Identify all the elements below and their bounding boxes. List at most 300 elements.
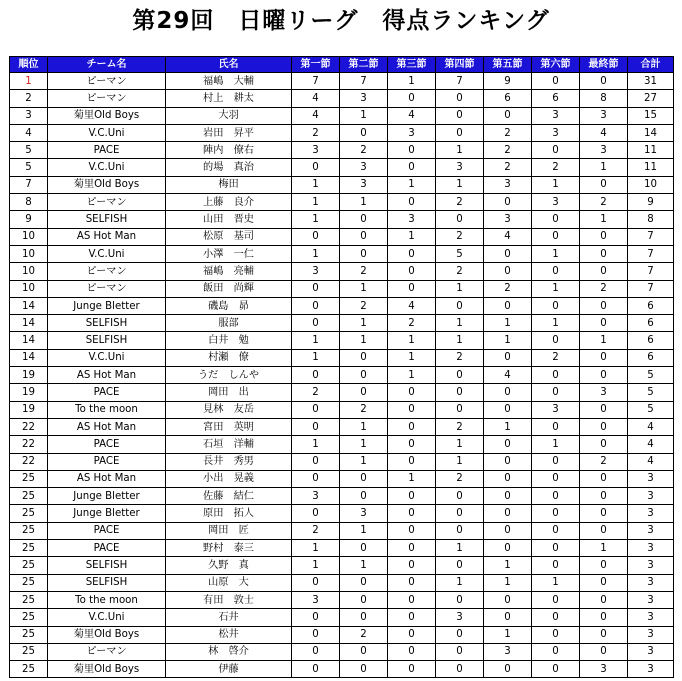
round-6-cell: 3 (532, 194, 580, 211)
round-1-cell: 0 (292, 574, 340, 591)
player-cell: 小澤 一仁 (166, 245, 292, 262)
round-5-cell: 3 (484, 176, 532, 193)
round-5-cell: 0 (484, 384, 532, 401)
table-row (10, 315, 674, 332)
round-2-cell: 3 (340, 159, 388, 176)
round-6-cell: 0 (532, 263, 580, 280)
round-6-cell: 1 (532, 315, 580, 332)
round-2-cell: 0 (340, 591, 388, 608)
final-round-cell: 4 (580, 124, 628, 141)
final-round-cell: 0 (580, 643, 628, 660)
round-3-cell: 2 (388, 315, 436, 332)
round-1-cell: 0 (292, 159, 340, 176)
round-5-cell: 0 (484, 591, 532, 608)
team-cell: ピーマン (48, 280, 166, 297)
player-cell: 岩田 昇平 (166, 124, 292, 141)
round-5-cell: 4 (484, 228, 532, 245)
team-cell: Junge Bletter (48, 297, 166, 314)
rank-cell: 22 (10, 436, 48, 453)
final-round-cell: 0 (580, 176, 628, 193)
round-2-cell: 0 (340, 470, 388, 487)
round-5-cell: 1 (484, 626, 532, 643)
table-row (10, 142, 674, 159)
header-round-4: 第四節 (436, 57, 484, 73)
player-cell: 野村 泰三 (166, 540, 292, 557)
round-4-cell: 0 (436, 401, 484, 418)
team-cell: PACE (48, 540, 166, 557)
round-6-cell: 0 (532, 228, 580, 245)
player-cell: 岡田 匠 (166, 522, 292, 539)
team-cell: AS Hot Man (48, 228, 166, 245)
final-round-cell: 1 (580, 540, 628, 557)
rank-cell: 5 (10, 159, 48, 176)
round-1-cell: 4 (292, 107, 340, 124)
rank-cell: 22 (10, 418, 48, 435)
rank-cell: 5 (10, 142, 48, 159)
final-round-cell: 0 (580, 470, 628, 487)
round-4-cell: 0 (436, 661, 484, 678)
round-4-cell: 2 (436, 418, 484, 435)
ranking-rows (10, 73, 674, 678)
round-1-cell: 0 (292, 401, 340, 418)
rank-cell: 19 (10, 384, 48, 401)
table-row (10, 609, 674, 626)
round-4-cell: 0 (436, 643, 484, 660)
round-6-cell: 2 (532, 349, 580, 366)
total-cell: 7 (628, 245, 674, 262)
round-2-cell: 0 (340, 349, 388, 366)
round-1-cell: 1 (292, 332, 340, 349)
scoring-ranking-table (9, 56, 674, 678)
final-round-cell: 3 (580, 107, 628, 124)
round-3-cell: 0 (388, 245, 436, 262)
rank-cell: 4 (10, 124, 48, 141)
team-cell: V.C.Uni (48, 245, 166, 262)
final-round-cell: 0 (580, 228, 628, 245)
round-4-cell: 2 (436, 228, 484, 245)
round-4-cell: 0 (436, 591, 484, 608)
team-cell: ピーマン (48, 263, 166, 280)
round-6-cell: 0 (532, 557, 580, 574)
round-5-cell: 4 (484, 367, 532, 384)
player-cell: 久野 真 (166, 557, 292, 574)
team-cell: V.C.Uni (48, 124, 166, 141)
round-4-cell: 2 (436, 194, 484, 211)
player-cell: 上藤 良介 (166, 194, 292, 211)
round-5-cell: 2 (484, 142, 532, 159)
team-cell: PACE (48, 384, 166, 401)
rank-cell: 25 (10, 540, 48, 557)
team-cell: 菊里Old Boys (48, 176, 166, 193)
round-2-cell: 1 (340, 436, 388, 453)
final-round-cell: 2 (580, 194, 628, 211)
table-row (10, 453, 674, 470)
round-6-cell: 0 (532, 470, 580, 487)
total-cell: 31 (628, 73, 674, 90)
player-cell: 有田 敦士 (166, 591, 292, 608)
round-1-cell: 7 (292, 73, 340, 90)
table-row (10, 643, 674, 660)
round-5-cell: 0 (484, 107, 532, 124)
header-round-5: 第五節 (484, 57, 532, 73)
final-round-cell: 0 (580, 626, 628, 643)
round-5-cell: 9 (484, 73, 532, 90)
team-cell: ピーマン (48, 194, 166, 211)
team-cell: PACE (48, 142, 166, 159)
round-1-cell: 1 (292, 349, 340, 366)
round-6-cell: 1 (532, 280, 580, 297)
total-cell: 8 (628, 211, 674, 228)
round-4-cell: 0 (436, 107, 484, 124)
round-2-cell: 1 (340, 557, 388, 574)
round-4-cell: 0 (436, 367, 484, 384)
round-2-cell: 0 (340, 124, 388, 141)
round-6-cell: 1 (532, 436, 580, 453)
round-1-cell: 3 (292, 591, 340, 608)
table-row (10, 574, 674, 591)
team-cell: V.C.Uni (48, 349, 166, 366)
round-2-cell: 0 (340, 488, 388, 505)
player-cell: 松井 (166, 626, 292, 643)
final-round-cell: 1 (580, 211, 628, 228)
round-1-cell: 0 (292, 367, 340, 384)
table-row (10, 349, 674, 366)
rank-cell: 1 (10, 73, 48, 90)
total-cell: 9 (628, 194, 674, 211)
round-4-cell: 1 (436, 280, 484, 297)
total-cell: 6 (628, 315, 674, 332)
round-4-cell: 0 (436, 297, 484, 314)
round-6-cell: 0 (532, 505, 580, 522)
round-6-cell: 0 (532, 591, 580, 608)
round-6-cell: 1 (532, 574, 580, 591)
round-3-cell: 0 (388, 90, 436, 107)
player-cell: 岡田 出 (166, 384, 292, 401)
player-cell: 飯田 尚輝 (166, 280, 292, 297)
rank-cell: 19 (10, 401, 48, 418)
round-6-cell: 6 (532, 90, 580, 107)
round-1-cell: 0 (292, 505, 340, 522)
round-3-cell: 3 (388, 211, 436, 228)
round-2-cell: 0 (340, 540, 388, 557)
round-3-cell: 1 (388, 228, 436, 245)
player-cell: 松原 基司 (166, 228, 292, 245)
total-cell: 3 (628, 522, 674, 539)
round-2-cell: 0 (340, 661, 388, 678)
round-4-cell: 0 (436, 211, 484, 228)
round-1-cell: 0 (292, 453, 340, 470)
table-row (10, 107, 674, 124)
round-1-cell: 3 (292, 142, 340, 159)
round-2-cell: 1 (340, 453, 388, 470)
round-3-cell: 0 (388, 453, 436, 470)
round-6-cell: 0 (532, 418, 580, 435)
table-row (10, 280, 674, 297)
player-cell: うだ しんや (166, 367, 292, 384)
round-4-cell: 0 (436, 124, 484, 141)
table-row (10, 245, 674, 262)
round-5-cell: 2 (484, 280, 532, 297)
final-round-cell: 0 (580, 557, 628, 574)
round-4-cell: 5 (436, 245, 484, 262)
team-cell: SELFISH (48, 315, 166, 332)
round-3-cell: 0 (388, 574, 436, 591)
round-3-cell: 1 (388, 470, 436, 487)
rank-cell: 25 (10, 505, 48, 522)
round-6-cell: 0 (532, 626, 580, 643)
round-2-cell: 2 (340, 263, 388, 280)
round-4-cell: 2 (436, 470, 484, 487)
round-2-cell: 1 (340, 315, 388, 332)
round-4-cell: 1 (436, 436, 484, 453)
round-6-cell: 0 (532, 384, 580, 401)
final-round-cell: 0 (580, 263, 628, 280)
round-5-cell: 0 (484, 245, 532, 262)
round-6-cell: 0 (532, 609, 580, 626)
final-round-cell: 1 (580, 159, 628, 176)
round-1-cell: 0 (292, 315, 340, 332)
final-round-cell: 0 (580, 401, 628, 418)
round-4-cell: 1 (436, 574, 484, 591)
round-3-cell: 0 (388, 591, 436, 608)
round-5-cell: 1 (484, 332, 532, 349)
total-cell: 3 (628, 488, 674, 505)
team-cell: ピーマン (48, 90, 166, 107)
header-round-2: 第二節 (340, 57, 388, 73)
player-cell: 的場 真治 (166, 159, 292, 176)
team-cell: To the moon (48, 591, 166, 608)
round-4-cell: 1 (436, 332, 484, 349)
round-1-cell: 1 (292, 245, 340, 262)
team-cell: V.C.Uni (48, 609, 166, 626)
table-row (10, 159, 674, 176)
round-2-cell: 1 (340, 418, 388, 435)
round-2-cell: 1 (340, 107, 388, 124)
rank-cell: 25 (10, 522, 48, 539)
rank-cell: 2 (10, 90, 48, 107)
final-round-cell: 0 (580, 315, 628, 332)
final-round-cell: 0 (580, 245, 628, 262)
round-2-cell: 7 (340, 73, 388, 90)
player-cell: 長井 秀男 (166, 453, 292, 470)
player-cell: 村瀬 僚 (166, 349, 292, 366)
round-4-cell: 0 (436, 384, 484, 401)
rank-cell: 19 (10, 367, 48, 384)
total-cell: 4 (628, 418, 674, 435)
rank-cell: 7 (10, 176, 48, 193)
round-4-cell: 2 (436, 263, 484, 280)
round-5-cell: 0 (484, 401, 532, 418)
round-3-cell: 4 (388, 297, 436, 314)
round-3-cell: 0 (388, 609, 436, 626)
round-3-cell: 0 (388, 557, 436, 574)
player-cell: 梅田 (166, 176, 292, 193)
round-2-cell: 0 (340, 574, 388, 591)
team-cell: ピーマン (48, 73, 166, 90)
rank-cell: 25 (10, 557, 48, 574)
round-6-cell: 0 (532, 661, 580, 678)
round-3-cell: 0 (388, 194, 436, 211)
table-row (10, 505, 674, 522)
player-cell: 磯島 昴 (166, 297, 292, 314)
final-round-cell: 3 (580, 384, 628, 401)
round-5-cell: 0 (484, 609, 532, 626)
final-round-cell: 0 (580, 609, 628, 626)
final-round-cell: 2 (580, 280, 628, 297)
rank-cell: 10 (10, 280, 48, 297)
round-2-cell: 3 (340, 176, 388, 193)
final-round-cell: 0 (580, 349, 628, 366)
team-cell: SELFISH (48, 332, 166, 349)
rank-cell: 25 (10, 609, 48, 626)
round-2-cell: 0 (340, 384, 388, 401)
team-cell: To the moon (48, 401, 166, 418)
round-1-cell: 1 (292, 557, 340, 574)
round-3-cell: 0 (388, 488, 436, 505)
rank-cell: 25 (10, 626, 48, 643)
round-6-cell: 0 (532, 540, 580, 557)
round-1-cell: 0 (292, 297, 340, 314)
team-cell: Junge Bletter (48, 505, 166, 522)
round-1-cell: 2 (292, 124, 340, 141)
header-team: チーム名 (48, 57, 166, 73)
player-cell: 石井 (166, 609, 292, 626)
round-1-cell: 0 (292, 280, 340, 297)
round-5-cell: 0 (484, 349, 532, 366)
round-4-cell: 7 (436, 73, 484, 90)
round-2-cell: 0 (340, 367, 388, 384)
rank-cell: 25 (10, 488, 48, 505)
rank-cell: 25 (10, 574, 48, 591)
round-6-cell: 3 (532, 107, 580, 124)
total-cell: 3 (628, 591, 674, 608)
player-cell: 伊藤 (166, 661, 292, 678)
round-5-cell: 0 (484, 436, 532, 453)
page-title: 第29回 日曜リーグ 得点ランキング (132, 8, 550, 34)
round-3-cell: 4 (388, 107, 436, 124)
team-cell: 菊里Old Boys (48, 107, 166, 124)
round-1-cell: 1 (292, 540, 340, 557)
round-1-cell: 3 (292, 263, 340, 280)
round-2-cell: 2 (340, 626, 388, 643)
player-cell: 山原 大 (166, 574, 292, 591)
round-1-cell: 1 (292, 436, 340, 453)
final-round-cell: 0 (580, 591, 628, 608)
round-3-cell: 0 (388, 401, 436, 418)
header-row (10, 57, 674, 73)
team-cell: AS Hot Man (48, 418, 166, 435)
rank-cell: 14 (10, 349, 48, 366)
round-2-cell: 2 (340, 297, 388, 314)
round-4-cell: 1 (436, 315, 484, 332)
round-5-cell: 0 (484, 505, 532, 522)
final-round-cell: 1 (580, 332, 628, 349)
rank-cell: 10 (10, 263, 48, 280)
round-2-cell: 0 (340, 228, 388, 245)
round-3-cell: 0 (388, 626, 436, 643)
round-4-cell: 0 (436, 557, 484, 574)
round-2-cell: 1 (340, 332, 388, 349)
round-3-cell: 0 (388, 418, 436, 435)
final-round-cell: 3 (580, 661, 628, 678)
team-cell: ピーマン (48, 643, 166, 660)
table-row (10, 470, 674, 487)
round-6-cell: 3 (532, 401, 580, 418)
round-3-cell: 0 (388, 522, 436, 539)
player-cell: 村上 耕太 (166, 90, 292, 107)
team-cell: SELFISH (48, 211, 166, 228)
rank-cell: 25 (10, 661, 48, 678)
round-3-cell: 0 (388, 142, 436, 159)
final-round-cell: 2 (580, 453, 628, 470)
total-cell: 4 (628, 436, 674, 453)
round-1-cell: 1 (292, 176, 340, 193)
table-row (10, 124, 674, 141)
total-cell: 15 (628, 107, 674, 124)
total-cell: 3 (628, 574, 674, 591)
total-cell: 11 (628, 159, 674, 176)
player-cell: 山田 晋史 (166, 211, 292, 228)
round-4-cell: 0 (436, 505, 484, 522)
round-4-cell: 1 (436, 540, 484, 557)
round-3-cell: 0 (388, 436, 436, 453)
table-row (10, 90, 674, 107)
round-6-cell: 0 (532, 367, 580, 384)
round-2-cell: 0 (340, 211, 388, 228)
round-2-cell: 0 (340, 643, 388, 660)
round-2-cell: 2 (340, 142, 388, 159)
round-6-cell: 0 (532, 142, 580, 159)
final-round-cell: 0 (580, 488, 628, 505)
round-3-cell: 0 (388, 661, 436, 678)
total-cell: 3 (628, 505, 674, 522)
table-row (10, 522, 674, 539)
round-6-cell: 1 (532, 245, 580, 262)
total-cell: 6 (628, 332, 674, 349)
rank-cell: 25 (10, 591, 48, 608)
final-round-cell: 0 (580, 522, 628, 539)
round-4-cell: 0 (436, 488, 484, 505)
total-cell: 7 (628, 263, 674, 280)
table-row (10, 176, 674, 193)
table-row (10, 211, 674, 228)
round-5-cell: 0 (484, 488, 532, 505)
total-cell: 5 (628, 384, 674, 401)
total-cell: 7 (628, 280, 674, 297)
final-round-cell: 0 (580, 418, 628, 435)
table-row (10, 418, 674, 435)
round-1-cell: 0 (292, 643, 340, 660)
round-3-cell: 3 (388, 124, 436, 141)
rank-cell: 14 (10, 297, 48, 314)
round-1-cell: 0 (292, 418, 340, 435)
player-cell: 林 啓介 (166, 643, 292, 660)
final-round-cell: 0 (580, 505, 628, 522)
table-row (10, 297, 674, 314)
team-cell: AS Hot Man (48, 367, 166, 384)
round-3-cell: 1 (388, 349, 436, 366)
round-5-cell: 0 (484, 661, 532, 678)
round-1-cell: 0 (292, 470, 340, 487)
total-cell: 7 (628, 228, 674, 245)
final-round-cell: 0 (580, 574, 628, 591)
round-4-cell: 2 (436, 349, 484, 366)
table-row (10, 194, 674, 211)
round-1-cell: 1 (292, 194, 340, 211)
team-cell: PACE (48, 453, 166, 470)
final-round-cell: 3 (580, 142, 628, 159)
final-round-cell: 0 (580, 436, 628, 453)
